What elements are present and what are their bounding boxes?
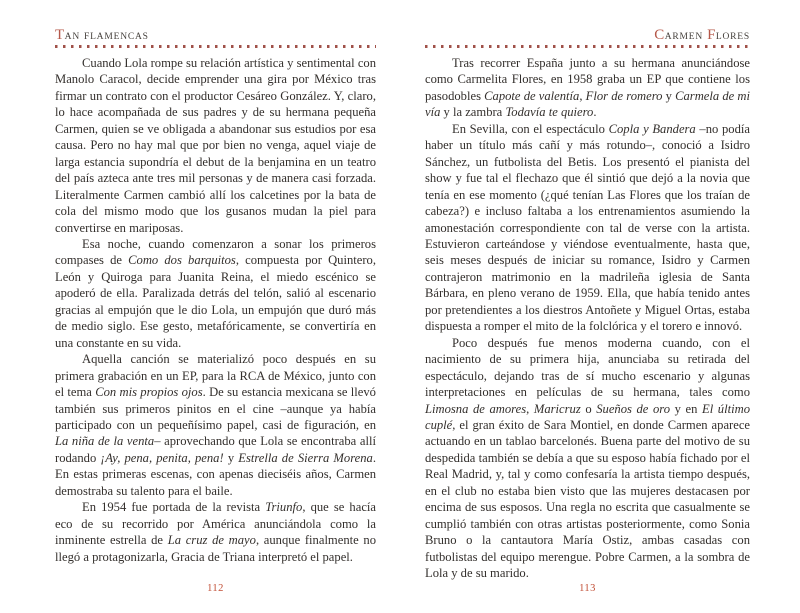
- italic-title-text: Capote de valentía: [484, 88, 580, 103]
- body-text-run: .: [593, 105, 597, 120]
- header-word-rest: ARMEN: [664, 32, 704, 42]
- header-word-rest: FLAMENCAS: [84, 32, 149, 42]
- italic-title-text: La niña de la venta: [55, 434, 155, 449]
- body-text-run: –no podía haber un título más cañí y más rotundo–, conoció a Isidro Sánchez, un futbolista del Betis. Los presentó el pianista del show y fue tal el flechazo que él sintió que dejó a la novia que tenía en ese momento (¿qué tenían Las Flores que los traían de cabeza?) e incluso faltaba a los entrenamientos asumiendo la amonestación correspondiente con tal de verse con la artista. Estuvieron carteándose y viéndose eventualmente, hasta que, seis meses después de iniciar su romance, Isidro y Carmen contrajeron matrimonio en la madrileña iglesia de Santa Bárbara, en pleno verano de 1959. Ella, que había tenido antes por pretendientes a los diestros Antoñete y Miguel Ortas, estaba dispuesta a romper el mito de la folclórica y el torero e innovó.: [425, 121, 750, 334]
- italic-title-text: Flor de romero: [585, 88, 663, 103]
- running-header-word: [84, 26, 149, 43]
- body-text-run: y: [662, 88, 676, 103]
- dotted-rule-left: [55, 45, 376, 48]
- header-word-rest: AN: [64, 32, 80, 42]
- header-initial-cap: T: [55, 27, 65, 43]
- italic-title-text: El último cuplé: [425, 401, 750, 432]
- body-text-run: En Sevilla, con el espectáculo: [452, 121, 609, 136]
- running-header-word: [654, 26, 703, 43]
- page-number-right: 113: [579, 583, 596, 594]
- body-text-right: [425, 55, 750, 582]
- body-text-run: Aquella canción se materializó poco después en su primera grabación en un EP, para la RCA de México, junto con el tema: [55, 352, 376, 400]
- body-text-run: – aprovechando que Lola se encontraba allí rodando: [55, 434, 376, 465]
- paragraph: [425, 121, 750, 335]
- body-text-run: , compuesta por Quintero, León y Quiroga para Juanita Reina, el miedo escénico se apoderó de ella. Paralizada detrás del telón, salió al escenario gracias al empujón que le dio Lola, un empujón que duró más de medio siglo. Ese gesto, metafóricamente, se convertiría en una constante en su vida.: [55, 253, 376, 350]
- running-header-word: [55, 26, 80, 43]
- body-text-run: y en: [670, 401, 703, 416]
- body-text-run: En 1954 fue portada de la revista: [82, 500, 266, 515]
- body-text-run: ,: [526, 401, 534, 416]
- header-initial-cap: C: [654, 27, 665, 43]
- body-text-run: y: [223, 450, 239, 465]
- body-text-run: y la zambra: [440, 105, 506, 120]
- body-text-run: , que se hacía eco de su recorrido por América anunciándola como la inminente estrella de: [55, 500, 376, 548]
- italic-title-text: Estrella de Sierra Morena: [238, 450, 373, 465]
- body-text-run: , el gran éxito de Sara Montiel, en donde Carmen aparece actuando en un tablao barcelonés. Buena parte del motivo de su despedida también se debía a que su esposo había fichado por el Real Madrid, y, tal y como confesaría la artista tiempo después, en el club no estaba bien visto que las mujeres destacasen por encima de sus esposos. Una regla no escrita que casualmente se cumplió también con otras artistas posteriormente, como Sonia Bruno o la cantautora María Ostiz, ambas casadas con futbolistas del equipo merengue. Pobre Carmen, a la sombra de Lola y de su marido.: [425, 417, 750, 581]
- italic-title-text: Copla y Bandera: [608, 121, 696, 136]
- italic-title-text: Con mis propios ojos: [95, 385, 203, 400]
- paragraph: [55, 236, 376, 351]
- italic-title-text: ¡Ay, pena, penita, pena!: [100, 450, 224, 465]
- body-text-run: Cuando Lola rompe su relación artística y sentimental con Manolo Caracol, decide emprender una gira por México tras firmar un contrato con el productor Cesáreo González. Y, claro, lo hace acompañada de sus padres y de su hermana pequeña Carmen, quien se ve obligada a abandonar sus estudios por esa causa. Pero no hay mal que por bien no venga, aquel viaje de larga estancia supondría el debut de la benjamina en un teatro del país azteca ante tres mil personas y de manera casi forzada. Literalmente Carmen cambió allí los calcetines por la bata de cola del mismo modo que los gusanos mudan la piel para convertirse en mariposas.: [55, 56, 376, 235]
- body-text-run: Tras recorrer España junto a su hermana anunciándose como Carmelita Flores, en 1958 graba un EP que contiene los pasodobles: [425, 56, 750, 103]
- paragraph: [425, 55, 750, 121]
- running-header-word: [707, 26, 750, 43]
- italic-title-text: Todavía te quiero: [505, 105, 594, 120]
- header-word-rest: LORES: [715, 32, 750, 42]
- italic-title-text: Triunfo: [265, 500, 303, 515]
- page-right: [425, 0, 750, 613]
- body-text-run: , aunque finalmente no llegó a protagonizarla, Gracia de Triana interpretó el papel.: [55, 533, 376, 564]
- running-header-left: [55, 27, 376, 43]
- body-text-run: . De su estancia mexicana se llevó también sus primeros pinitos en el cine –aunque ya había participado con un pequeñísimo papel, casi de figuración, en: [55, 385, 376, 432]
- italic-title-text: Maricruz: [533, 401, 581, 416]
- header-initial-cap: F: [707, 27, 716, 43]
- page-left: [55, 0, 376, 613]
- paragraph: [55, 499, 376, 565]
- body-text-run: ,: [579, 88, 586, 103]
- italic-title-text: Sueños de oro: [596, 401, 671, 416]
- italic-title-text: Limosna de amores: [425, 401, 527, 416]
- italic-title-text: Como dos barquitos: [128, 253, 236, 268]
- italic-title-text: Carmela de mi vía: [425, 88, 751, 120]
- paragraph: [425, 335, 750, 582]
- body-text-run: o: [580, 401, 597, 416]
- body-text-run: . En estas primeras escenas, con apenas dieciséis años, Carmen demostraba su talento para el baile.: [55, 450, 376, 498]
- dotted-rule-right: [425, 45, 750, 48]
- page-number-left: 112: [207, 583, 224, 594]
- body-text-left: [55, 55, 376, 565]
- paragraph: [55, 55, 376, 236]
- running-header-right: [425, 27, 750, 43]
- italic-title-text: La cruz de mayo: [167, 533, 256, 548]
- body-text-run: Poco después fue menos moderna cuando, con el nacimiento de su primera hija, anunciaba su retirada del espectáculo, dejando tras de sí mucho escenario y algunas interpretaciones en películas de su hermana, tales como: [425, 335, 750, 400]
- body-text-run: Esa noche, cuando comenzaron a sonar los primeros compases de: [55, 236, 376, 268]
- paragraph: [55, 351, 376, 499]
